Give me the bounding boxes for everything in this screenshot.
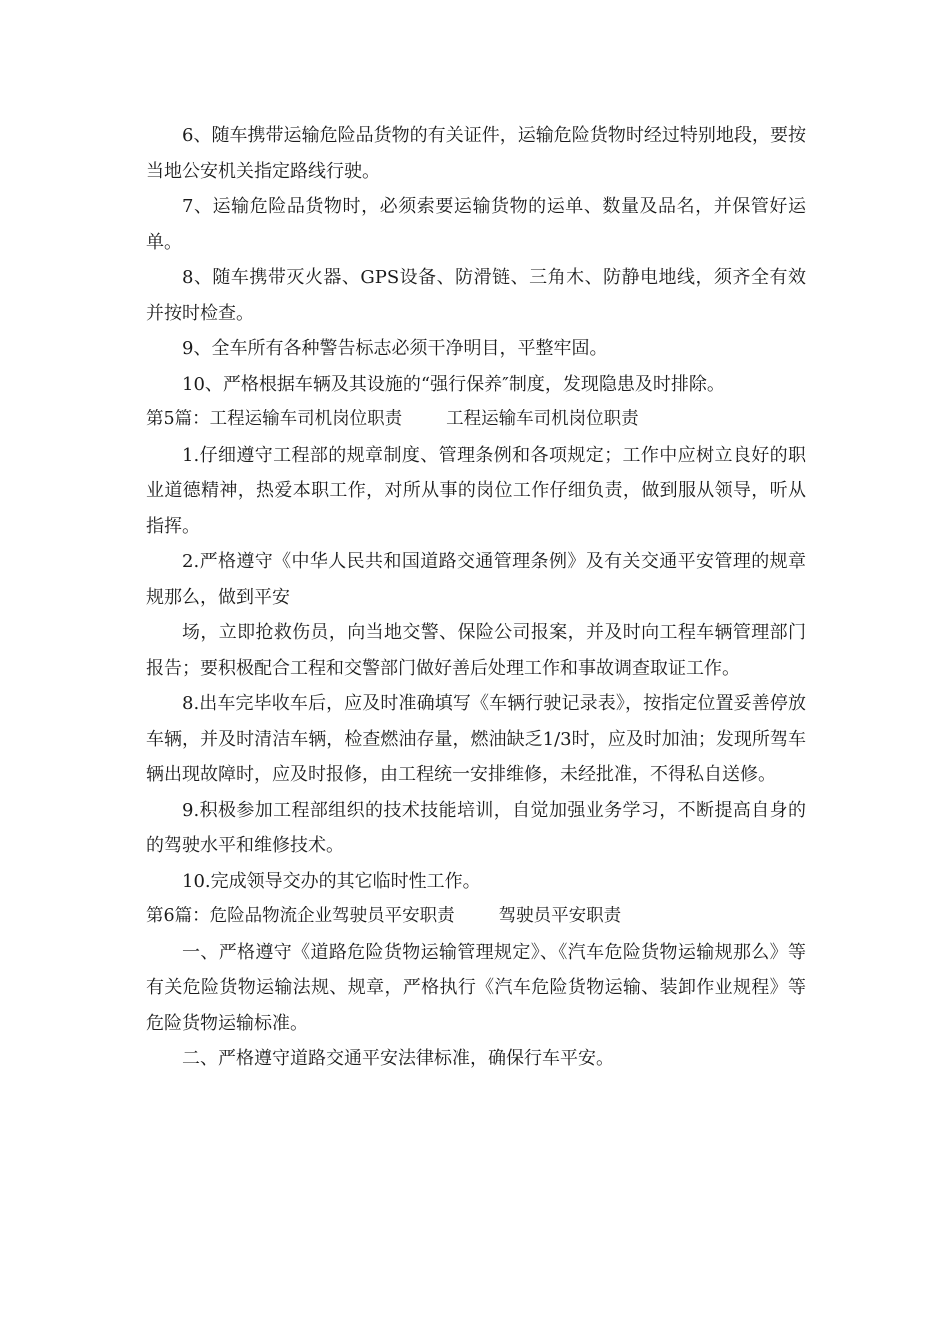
- paragraph-7: 7、运输危险品货物时，必须索要运输货物的运单、数量及品名，并保管好运单。: [146, 196, 806, 253]
- paragraph-8: 8、随车携带灭火器、GPS设备、防滑链、三角木、防静电地线，须齐全有效并按时检查。: [146, 267, 806, 324]
- paragraph-10: 10、严格根据车辆及其设施的“强行保养″制度，发现隐患及时排除。: [182, 373, 725, 395]
- duty-item-9: 9.积极参加工程部组织的技术技能培训，自觉加强业务学习，不断提高自身的的驾驶水平和维修技术。: [146, 799, 806, 856]
- duty-item-10: 10.完成领导交办的其它临时性工作。: [182, 870, 481, 892]
- section-heading-6-title: 第6篇：危险品物流企业驾驶员平安职责: [146, 906, 455, 926]
- section-heading-5-subtitle: 工程运输车司机岗位职责: [446, 409, 639, 429]
- duty-fragment: 场，立即抢救伤员，向当地交警、保险公司报案，并及时向工程车辆管理部门报告；要积极配合工程和交警部门做好善后处理工作和事故调查取证工作。: [146, 622, 806, 679]
- duty-item-8: 8.出车完毕收车后，应及时准确填写《车辆行驶记录表》，按指定位置妥善停放车辆，并及时清洁车辆，检查燃油存量，燃油缺乏1/3时，应及时加油；发现所驾车辆出现故障时，应及时报修，由工程统一安排维修，未经批准，不得私自送修。: [146, 693, 806, 785]
- section-heading-6: [146, 899, 806, 935]
- safety-item-1: 一、严格遵守《道路危险货物运输管理规定》、《汽车危险货物运输规那么》等有关危险货物运输法规、规章，严格执行《汽车危险货物运输、装卸作业规程》等危险货物运输标准。: [146, 941, 806, 1034]
- duty-item-2: 2.严格遵守《中华人民共和国道路交通管理条例》及有关交通平安管理的规章规那么，做到平安: [146, 551, 806, 608]
- section-heading-5: [146, 402, 806, 438]
- paragraph-6: 6、随车携带运输危险品货物的有关证件，运输危险货物时经过特别地段，要按当地公安机关指定路线行驶。: [146, 125, 806, 182]
- section-heading-6-subtitle: 驾驶员平安职责: [498, 906, 622, 926]
- document-page: [146, 118, 806, 1077]
- duty-item-1: 1.仔细遵守工程部的规章制度、管理条例和各项规定；工作中应树立良好的职业道德精神，热爱本职工作，对所从事的岗位工作仔细负责，做到服从领导，听从指挥。: [146, 444, 806, 537]
- safety-item-2: 二、严格遵守道路交通平安法律标准，确保行车平安。: [182, 1048, 614, 1069]
- paragraph-9: 9、全车所有各种警告标志必须干净明目，平整牢固。: [182, 338, 608, 359]
- section-heading-5-title: 第5篇：工程运输车司机岗位职责: [146, 409, 403, 429]
